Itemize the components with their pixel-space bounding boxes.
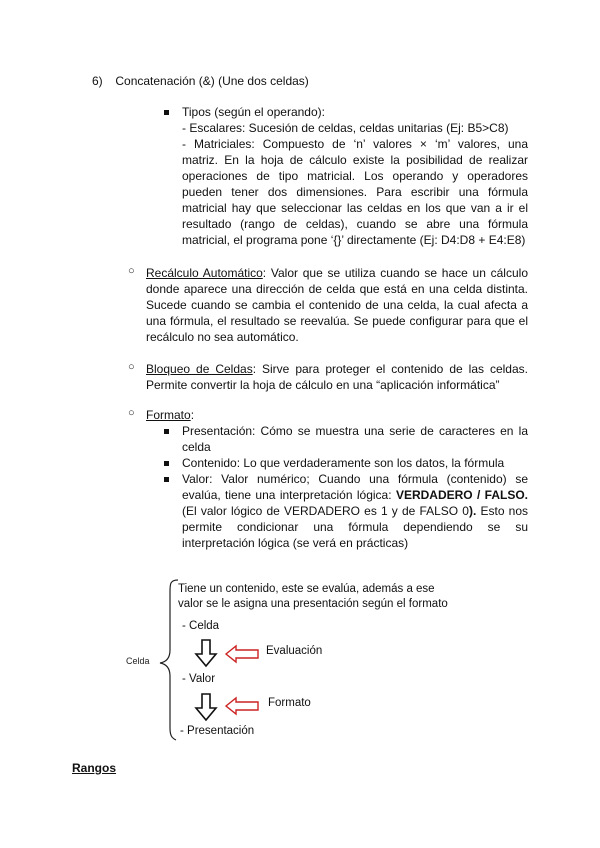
brace-shape — [160, 580, 178, 740]
red-arrow-shape — [226, 698, 258, 714]
red-arrow-shape — [226, 646, 258, 662]
bloqueo-paragraph: Bloqueo de Celdas: Sirve para proteger el contenido de las celdas. Permite convertir la hoja de cálculo en una “aplicación informática” — [146, 362, 528, 392]
step-valor: - Valor — [182, 673, 216, 685]
bloqueo-term: Bloqueo de Celdas — [146, 362, 253, 376]
matriciales-line: operaciones de tipo matricial. Los operando y operadores — [182, 169, 528, 183]
section-heading — [92, 73, 309, 89]
formato-presentacion: Presentación: Cómo se muestra una serie de caracteres en la celda — [182, 424, 528, 454]
rangos-heading: Rangos — [72, 761, 117, 775]
matriciales-line: - Matriciales: Compuesto de ‘n’ valores × ‘m’ valores, una — [182, 137, 528, 151]
tipos-matriciales — [182, 136, 528, 248]
recalculo-term: Recálculo Automático — [146, 266, 263, 280]
tipos-title: Tipos (según el operando): — [182, 105, 325, 119]
square-bullet-icon — [164, 461, 169, 466]
circle-bullet-icon: ○ — [128, 361, 135, 373]
side-label-celda: Celda — [126, 656, 150, 666]
square-bullet-icon — [164, 477, 169, 482]
matriciales-line: resultado (rango de celdas), cuando se abre una fórmula — [182, 217, 528, 231]
matriciales-line: pueden tener dos dimensiones. Para escribir una fórmula — [182, 185, 528, 199]
cell-diagram — [120, 570, 480, 750]
square-bullet-icon — [164, 110, 169, 115]
label-evaluacion: Evaluación — [266, 645, 323, 657]
circle-bullet-icon: ○ — [128, 407, 135, 419]
section-title: Concatenación (&) (Une dos celdas) — [115, 74, 309, 88]
matriciales-line: matricial, el programa pone ‘{}’ directamente (Ej: D4:D8 + E4:E8) — [182, 233, 526, 247]
circle-bullet-icon: ○ — [128, 265, 135, 277]
formato-contenido: Contenido: Lo que verdaderamente son los datos, la fórmula — [182, 456, 505, 470]
down-arrow-shape — [196, 640, 216, 666]
label-formato: Formato — [268, 697, 311, 709]
step-presentacion: - Presentación — [180, 725, 255, 737]
formato-heading: Formato: — [146, 408, 195, 422]
section-number: 6) — [92, 74, 103, 88]
recalculo-paragraph: Recálculo Automático: Valor que se utiliza cuando se hace un cálculo donde aparece una dirección de celda que está en una celda distinta. Sucede cuando se cambia el contenido de una celda, la cual afecta a una fórmula, el resultado se reevalúa. Se puede configurar para que el recálculo no sea automático. — [146, 266, 528, 344]
matriciales-line: matricial hay que seleccionar las celdas en los que van a ir el — [182, 201, 528, 215]
diagram-intro-line: Tiene un contenido, este se evalúa, además a ese — [178, 583, 435, 595]
formato-valor: Valor: Valor numérico; Cuando una fórmula (contenido) se evalúa, tiene una interpretación lógica: VERDADERO / FALSO. (El valor lógico de VERDADERO es 1 y de FALSO 0). Esto nos permite condicionar una fórmula dependiendo se su interpretación lógica (se verá en prácticas) — [182, 472, 529, 550]
down-arrow-shape — [196, 694, 216, 720]
step-celda: - Celda — [182, 620, 220, 632]
diagram-intro-line: valor se le asigna una presentación según el formato — [178, 598, 448, 610]
matriciales-line: matriz. En la hoja de cálculo existe la posibilidad de realizar — [182, 153, 528, 167]
square-bullet-icon — [164, 429, 169, 434]
formato-term: Formato — [146, 408, 191, 422]
tipos-escalares: - Escalares: Sucesión de celdas, celdas unitarias (Ej: B5>C8) — [182, 121, 509, 135]
